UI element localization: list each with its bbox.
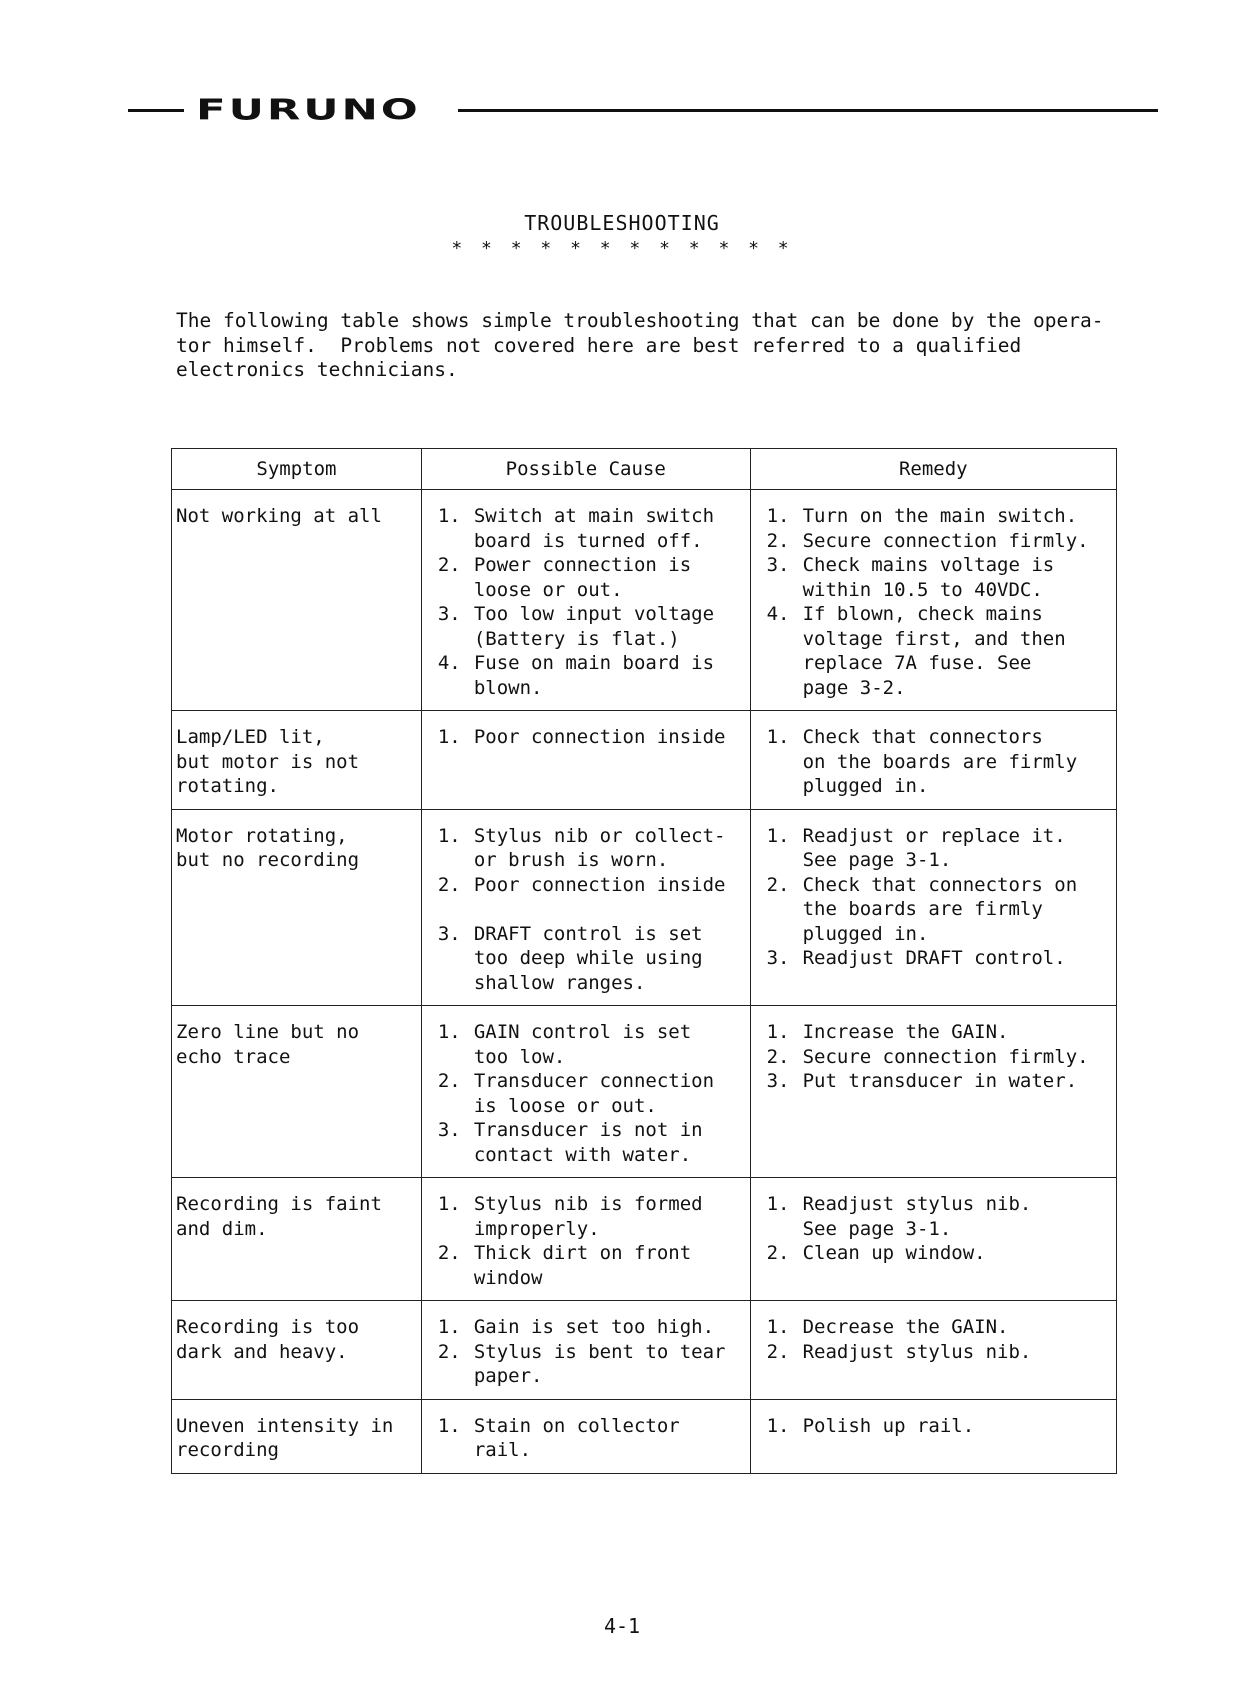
item-text: Secure connection firmly. [802,1045,1089,1068]
cause-item [438,725,750,750]
remedy-item [767,1340,1116,1365]
brand-rule-left [128,109,184,112]
cause-list [422,1020,750,1167]
item-text: Transducer is not in contact with water. [473,1119,703,1166]
page-number: 4-1 [603,1614,641,1638]
cause-cell [421,1301,750,1400]
item-number: 4. [766,603,790,625]
item-number: 1. [437,1193,461,1215]
table-row [172,1301,1117,1400]
remedy-list [751,1020,1116,1094]
item-text: Put transducer in water. [802,1070,1078,1092]
cause-list [422,504,750,700]
symptom-cell [172,1399,422,1473]
cause-cell [421,809,750,1006]
item-number: 2. [437,1242,461,1264]
item-number: 3. [766,1070,790,1092]
brand-rule-right [458,109,1158,112]
item-number: 3. [437,1119,461,1141]
table-header-row [172,449,1117,490]
item-number: 2. [437,554,461,576]
item-number: 2. [437,1340,461,1363]
item-number: 1. [766,1316,790,1338]
item-text: DRAFT control is set too deep while using shallow ranges. [473,922,703,994]
item-number: 1. [437,1414,461,1437]
item-text: Fuse on main board is blown. [473,652,715,699]
cause-item [438,922,750,996]
table-row [172,711,1117,810]
brand-logo: FURUNO [196,93,421,128]
item-text: Too low input voltage (Battery is flat.) [473,603,715,650]
remedy-item [767,504,1116,529]
cause-list [422,1192,750,1290]
item-text: GAIN control is set too low. [473,1021,692,1068]
remedy-item [767,873,1116,947]
cause-cell [421,1399,750,1473]
item-text: Check mains voltage is within 10.5 to 40VDC. [802,554,1055,601]
symptom-text: Motor rotating, but no recording [176,824,360,871]
remedy-item [767,725,1116,799]
item-number: 1. [766,726,790,748]
remedy-list [751,1315,1116,1364]
cause-item [438,1192,750,1241]
item-text: Clean up window. [802,1242,986,1264]
cause-cell [421,1178,750,1301]
item-text: Turn on the main switch. [802,505,1078,527]
item-text: Poor connection inside [473,873,726,896]
remedy-cell [750,1178,1116,1301]
symptom-cell [172,1301,422,1400]
item-text: Check that connectors on the boards are firmly plugged in. [802,873,1078,945]
symptom-text: Not working at all [176,505,382,527]
cause-cell [421,490,750,711]
remedy-item [767,1315,1116,1340]
remedy-item [767,1414,1116,1439]
item-number: 1. [437,824,461,847]
table-row [172,809,1117,1006]
symptom-text: Recording is too dark and heavy. [176,1316,360,1363]
item-text: Readjust stylus nib. [802,1340,1032,1363]
symptom-cell [172,1006,422,1178]
item-number: 2. [766,529,790,552]
cause-item [438,1340,750,1389]
item-number: 1. [437,1021,461,1043]
cause-item [438,1069,750,1118]
header-remedy: Remedy [750,449,1116,490]
item-text: Increase the GAIN. [802,1021,1009,1043]
item-number: 1. [766,1193,790,1215]
cause-item [438,1020,750,1069]
remedy-cell [750,809,1116,1006]
remedy-cell [750,1399,1116,1473]
item-number: 1. [437,505,461,527]
remedy-item [767,529,1116,554]
header-symptom: Symptom [172,449,422,490]
item-number: 3. [437,922,461,945]
item-number: 1. [766,1021,790,1043]
item-number: 4. [437,652,461,674]
remedy-list [751,1192,1116,1266]
table-body [172,490,1117,1474]
remedy-list [751,824,1116,971]
cause-list [422,1315,750,1389]
item-text: Secure connection firmly. [802,529,1089,552]
item-text: Power connection is loose or out. [473,554,692,601]
cause-item [438,1241,750,1290]
remedy-item [767,1020,1116,1045]
remedy-item [767,1045,1116,1070]
item-text: Stain on collector rail. [473,1414,680,1461]
item-number: 3. [766,554,790,576]
remedy-cell [750,1006,1116,1178]
item-text: Transducer connection is loose or out. [473,1070,715,1117]
cause-item [438,824,750,873]
symptom-cell [172,1178,422,1301]
item-number: 2. [766,873,790,896]
remedy-list [751,725,1116,799]
item-number: 1. [766,824,790,847]
header-possible-cause: Possible Cause [421,449,750,490]
item-number: 2. [437,873,461,896]
item-number: 2. [766,1340,790,1363]
item-number: 1. [766,505,790,527]
symptom-text: Lamp/LED lit, but motor is not rotating. [176,726,360,797]
item-text: Thick dirt on front window [473,1242,692,1289]
remedy-cell [750,490,1116,711]
item-text: Stylus is bent to tear paper. [473,1340,726,1387]
cause-cell [421,711,750,810]
symptom-text: Zero line but no echo trace [176,1021,360,1068]
item-number: 1. [437,726,461,748]
item-text: Gain is set too high. [473,1316,715,1338]
symptom-text: Recording is faint and dim. [176,1193,382,1240]
item-number: 3. [766,947,790,969]
symptom-text: Uneven intensity in recording [176,1414,394,1461]
cause-item [438,1118,750,1167]
symptom-cell [172,809,422,1006]
remedy-item [767,1241,1116,1266]
remedy-cell [750,1301,1116,1400]
table-row [172,1399,1117,1473]
symptom-cell [172,490,422,711]
cause-item [438,1315,750,1340]
item-number: 1. [766,1414,790,1437]
item-text: Readjust or replace it. See page 3-1. [802,824,1066,871]
table-row [172,490,1117,711]
item-number: 2. [437,1070,461,1092]
item-text: Readjust DRAFT control. [802,947,1066,969]
table-row [172,1178,1117,1301]
cause-cell [421,1006,750,1178]
remedy-cell [750,711,1116,810]
remedy-list [751,504,1116,700]
item-text: Switch at main switch board is turned off. [473,505,715,552]
remedy-item [767,602,1116,700]
item-text: Check that connectors on the boards are firmly plugged in. [802,726,1078,797]
cause-item [438,602,750,651]
item-text: Polish up rail. [802,1414,975,1437]
item-text: Readjust stylus nib. See page 3-1. [802,1193,1032,1240]
cause-item [438,1414,750,1463]
remedy-item [767,946,1116,971]
remedy-item [767,824,1116,873]
item-number: 3. [437,603,461,625]
remedy-item [767,1192,1116,1241]
item-text: If blown, check mains voltage first, and then replace 7A fuse. See page 3-2. [802,603,1066,699]
item-number: 2. [766,1045,790,1068]
item-text: Poor connection inside [473,726,726,748]
troubleshooting-table [171,448,1117,1474]
remedy-list [751,1414,1116,1439]
remedy-item [767,553,1116,602]
item-text: Stylus nib or collect- or brush is worn. [473,824,726,871]
brand-header [128,93,1158,128]
cause-item [438,504,750,553]
cause-item [438,553,750,602]
remedy-item [767,1069,1116,1094]
item-number: 2. [766,1242,790,1264]
cause-list [422,1414,750,1463]
title-underline-stars: * * * * * * * * * * * * [451,238,793,259]
page-title: TROUBLESHOOTING [524,211,720,235]
intro-paragraph: The following table shows simple troubleshooting that can be done by the opera- tor himself. Problems not covered here are best referred to a qualified electronics technicians. [176,309,1104,381]
symptom-cell [172,711,422,810]
table-row [172,1006,1117,1178]
item-text: Stylus nib is formed improperly. [473,1193,703,1240]
cause-list [422,824,750,996]
cause-list [422,725,750,750]
cause-item [438,873,750,922]
item-text: Decrease the GAIN. [802,1316,1009,1338]
cause-item [438,651,750,700]
item-number: 1. [437,1316,461,1338]
